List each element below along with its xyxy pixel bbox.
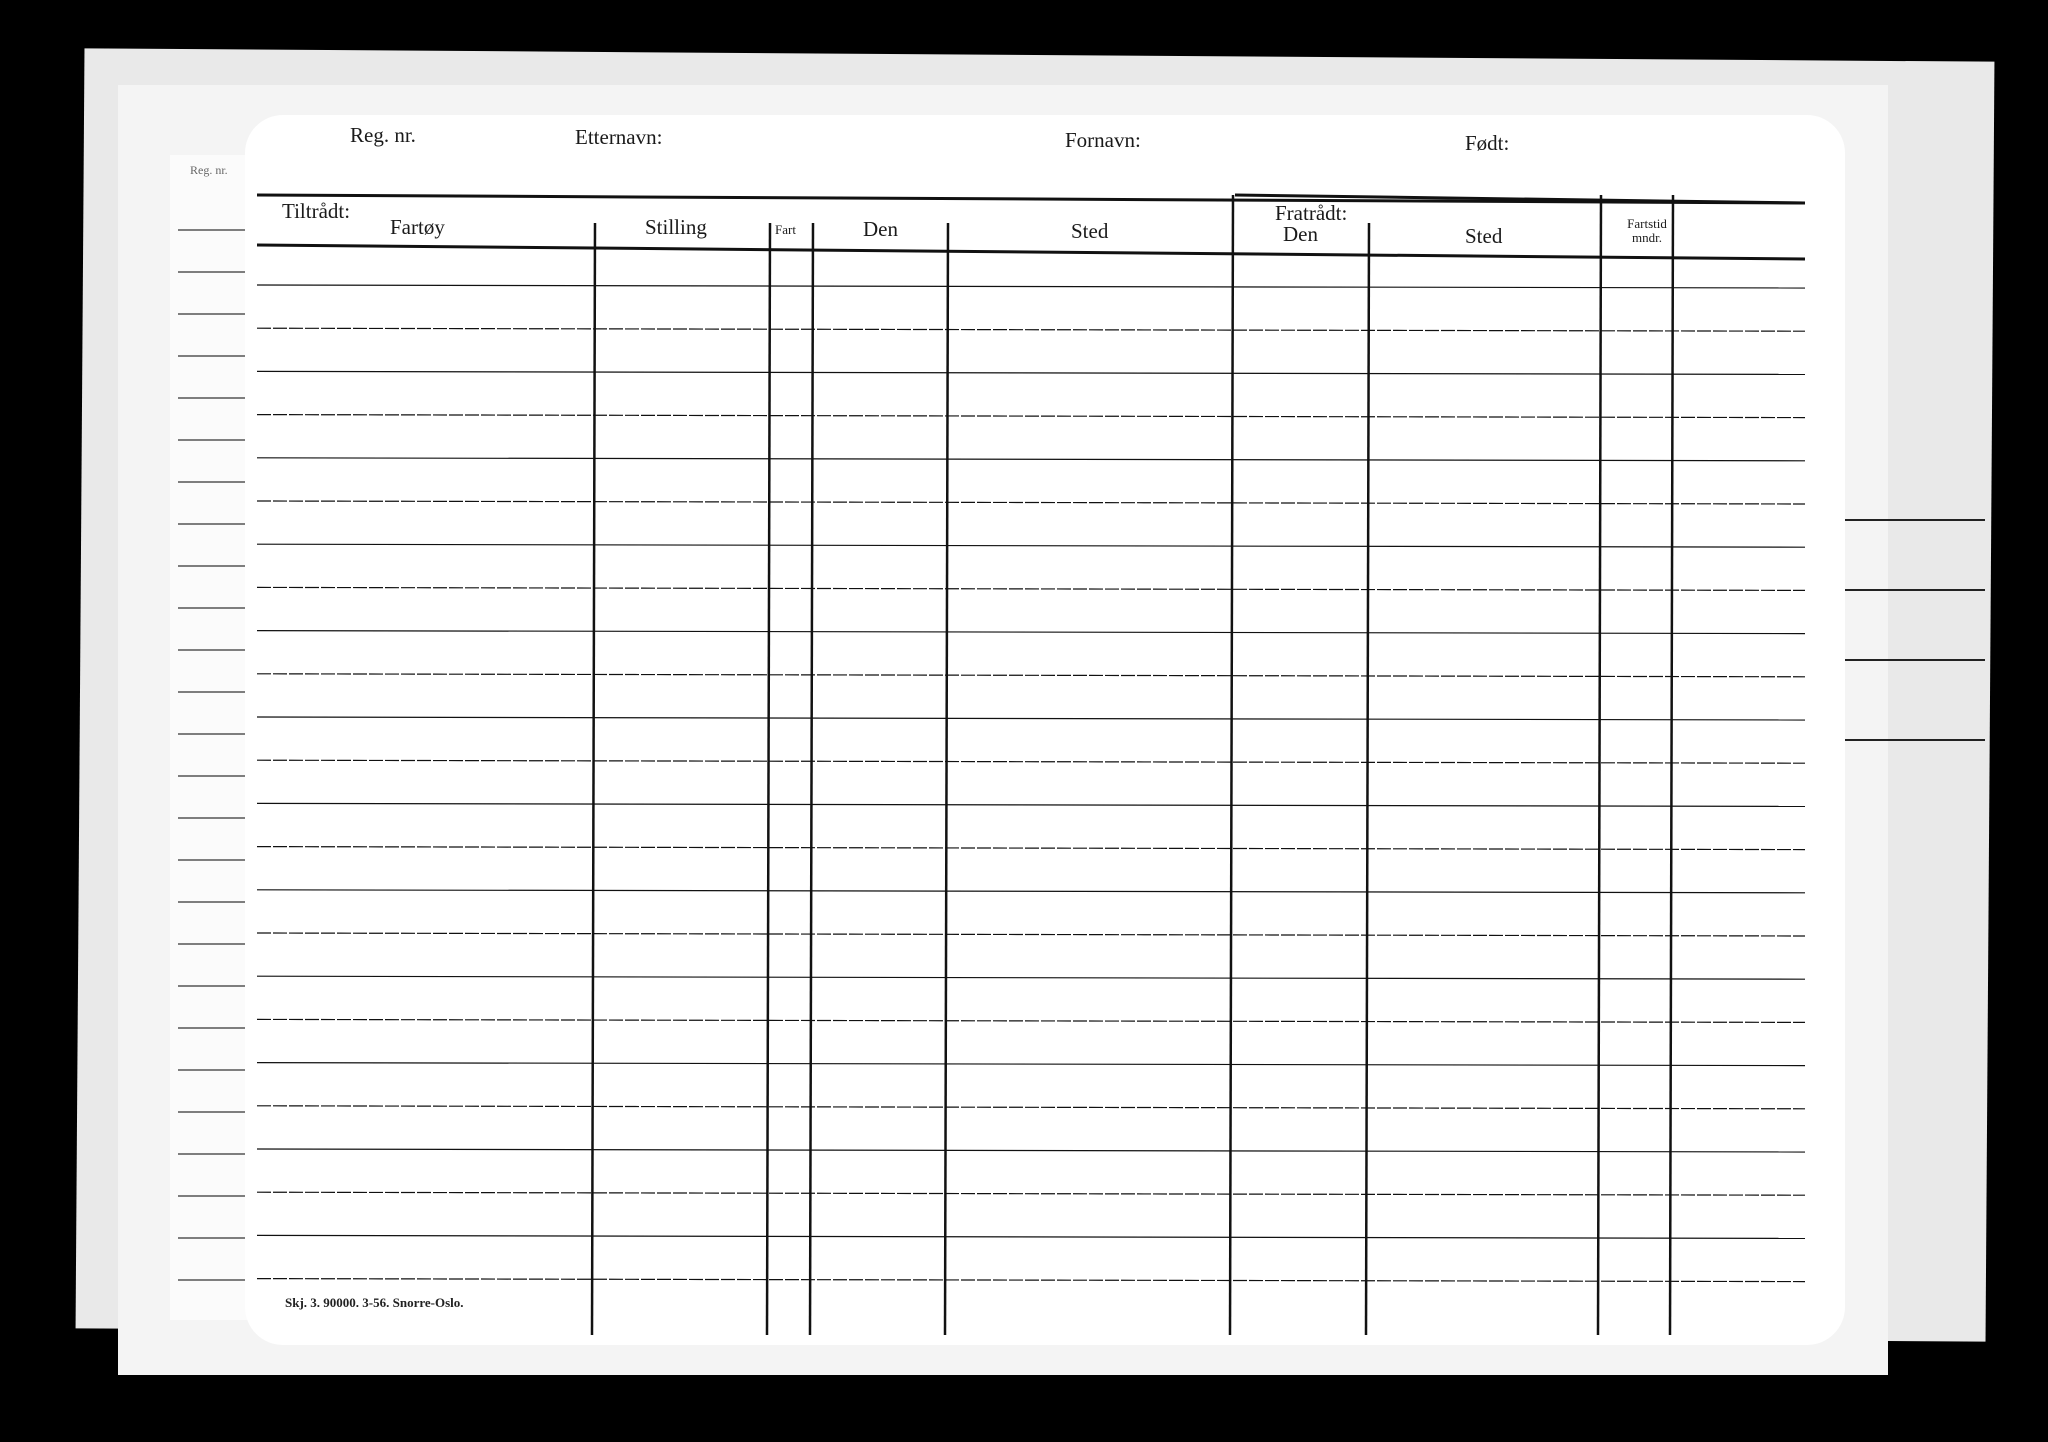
record-card [245, 115, 1845, 1345]
row-rule-12 [257, 803, 1805, 806]
row-rule-20 [257, 1149, 1805, 1152]
fartstid-header-line1: Fartstid [1627, 216, 1667, 231]
row-rule-3 [257, 415, 1805, 418]
header-rule-bottom [257, 245, 1805, 259]
column-divider-4 [1230, 195, 1233, 1335]
column-divider-1 [767, 223, 770, 1335]
column-divider-7 [1670, 195, 1673, 1335]
reg-nr-label: Reg. nr. [350, 123, 416, 147]
form-footer-imprint: Skj. 3. 90000. 3-56. Snorre-Oslo. [285, 1295, 464, 1310]
row-rule-2 [257, 371, 1805, 374]
row-rule-6 [257, 544, 1805, 547]
row-rule-0 [257, 285, 1805, 288]
row-rule-1 [257, 328, 1805, 331]
row-rule-15 [257, 933, 1805, 936]
row-rule-14 [257, 890, 1805, 893]
row-rule-7 [257, 587, 1805, 590]
row-rule-5 [257, 501, 1805, 504]
row-rule-16 [257, 976, 1805, 979]
row-rule-10 [257, 717, 1805, 720]
sted-tiltradt-header: Sted [1071, 219, 1109, 243]
row-rule-23 [257, 1279, 1805, 1282]
column-divider-0 [592, 223, 595, 1335]
fornavn-label: Fornavn: [1065, 128, 1141, 152]
row-rule-22 [257, 1235, 1805, 1238]
row-rule-18 [257, 1063, 1805, 1066]
den-fratradt-header: Den [1283, 222, 1318, 246]
fartoy-header: Fartøy [390, 215, 445, 239]
fartstid-header-line2: mndr. [1632, 230, 1662, 245]
row-rule-4 [257, 458, 1805, 461]
row-rule-21 [257, 1192, 1805, 1195]
tiltradt-label: Tiltrådt: [282, 199, 351, 223]
row-rule-17 [257, 1019, 1805, 1022]
column-divider-3 [945, 223, 948, 1335]
back-card-label: Reg. nr. [190, 163, 228, 177]
etternavn-label: Etternavn: [575, 125, 663, 149]
row-rule-13 [257, 847, 1805, 850]
row-rule-9 [257, 674, 1805, 677]
stilling-header: Stilling [645, 215, 707, 239]
form-grid [245, 115, 1845, 1345]
column-divider-2 [810, 223, 813, 1335]
sted-fratradt-header: Sted [1465, 224, 1503, 248]
row-rule-8 [257, 631, 1805, 634]
den-tiltradt-header: Den [863, 217, 898, 241]
column-divider-6 [1598, 195, 1601, 1335]
row-rule-19 [257, 1106, 1805, 1109]
column-divider-5 [1366, 223, 1369, 1335]
fodt-label: Født: [1465, 131, 1510, 155]
fratradt-label: Fratrådt: [1275, 201, 1348, 225]
back-card-right-rules [1845, 0, 1985, 1280]
row-rule-11 [257, 760, 1805, 763]
fart-header: Fart [775, 222, 796, 237]
